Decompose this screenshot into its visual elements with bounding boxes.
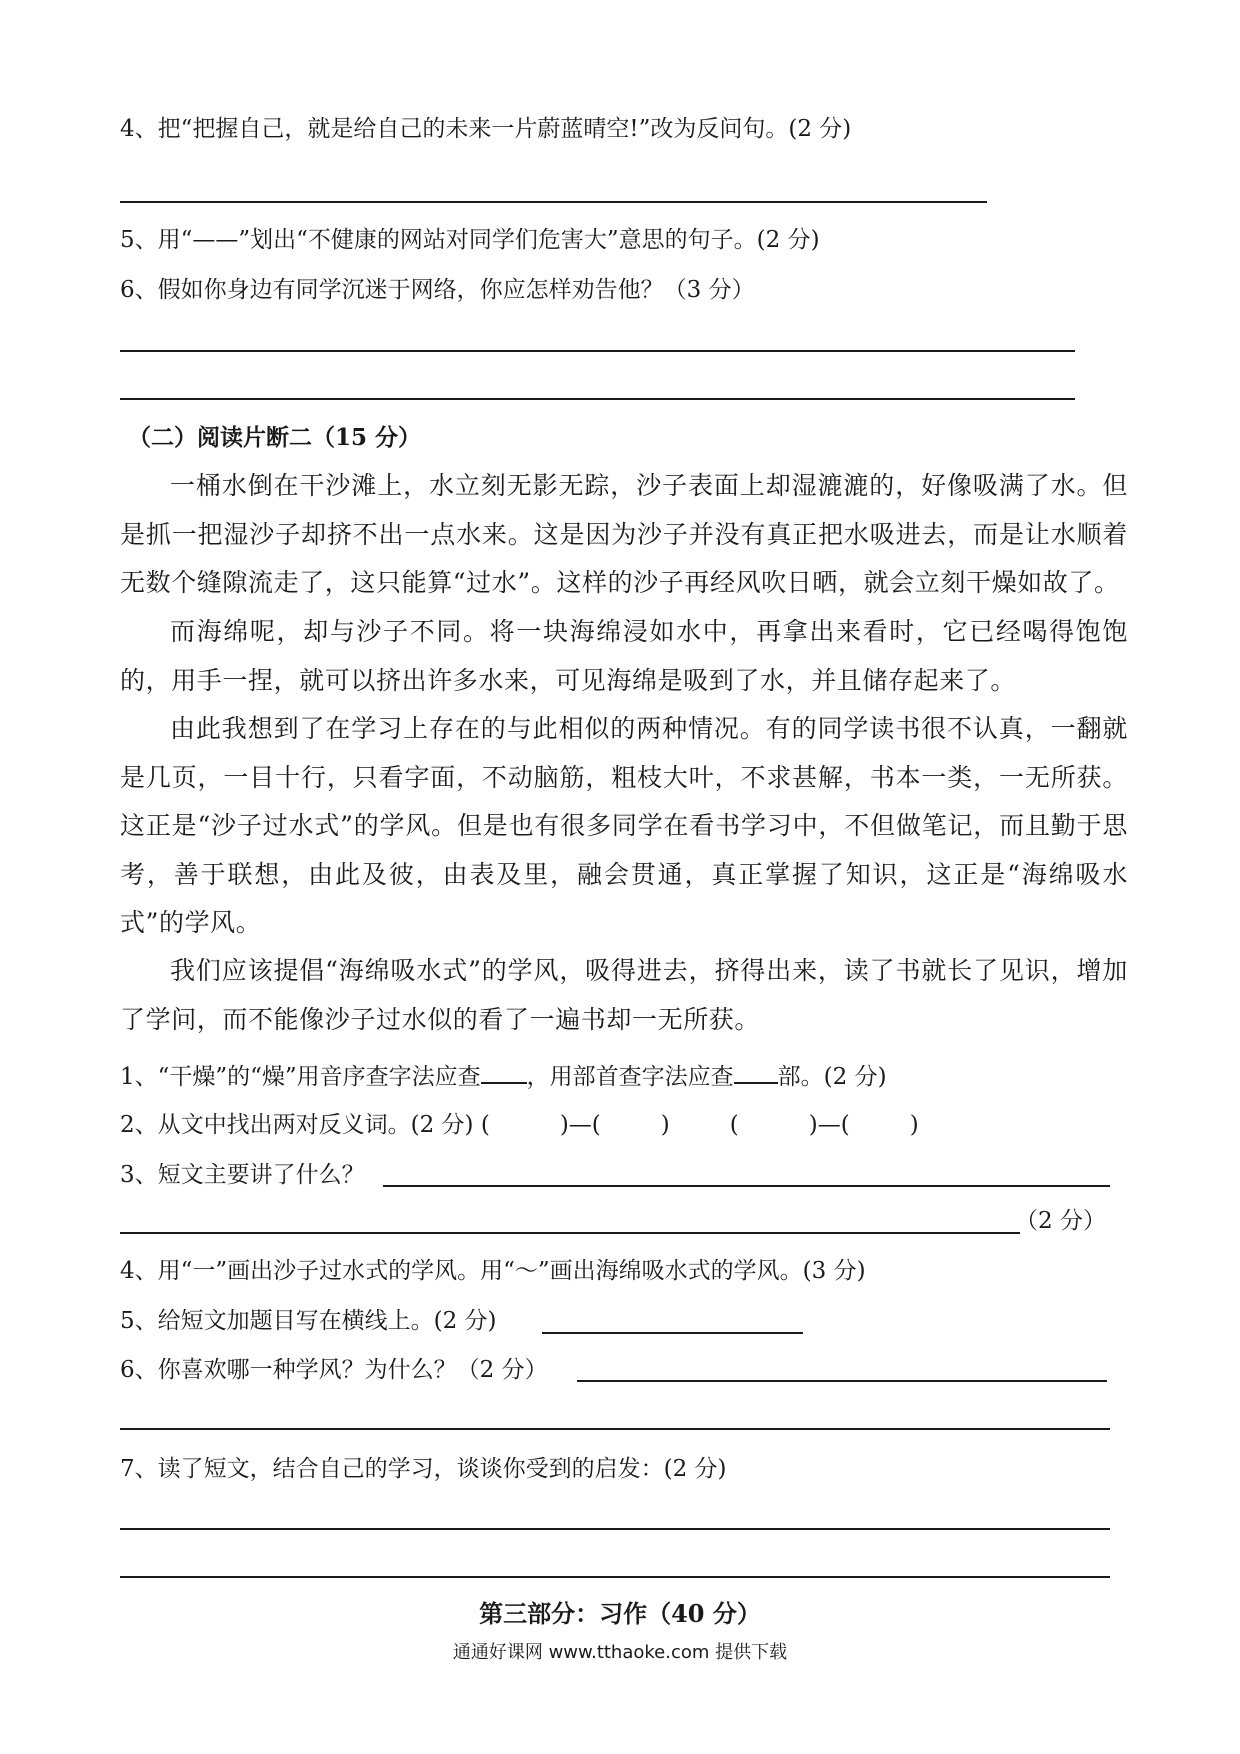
answer-line[interactable] — [383, 1185, 1110, 1187]
question-3-main-idea: 3、短文主要讲了什么？ — [120, 1162, 365, 1188]
question-6-preference: 6、你喜欢哪一种学风？为什么？（2 分） — [120, 1357, 548, 1383]
answer-blank[interactable] — [734, 1060, 778, 1084]
page-footer: 通通好课网 www.tthaoke.com 提供下载 — [452, 1642, 788, 1663]
section-3-title: 第三部分：习作（40 分） — [479, 1599, 761, 1628]
answer-line[interactable] — [120, 201, 987, 203]
passage-paragraph-3: 由此我想到了在学习上存在的与此相似的两种情况。有的同学读书很不认真，一翻就是几页，一目十行，只看字面，不动脑筋，粗枝大叶，不求甚解，书本一类，一无所获。这正是“沙子过水式”的学风。但是也有很多同学在看书学习中，不但做笔记，而且勤于思考，善于联想，由此及彼，由表及里，融会贯通，真正掌握了知识，这正是“海绵吸水式”的学风。 — [120, 714, 1128, 937]
question-2-antonyms: 2、从文中找出两对反义词。(2 分) ( )—( ) ( )—( ) — [120, 1112, 919, 1138]
question-5-underline: 5、用“——”划出“不健康的网站对同学们危害大”意思的句子。(2 分) — [120, 227, 820, 253]
question-7-inspiration: 7、读了短文，结合自己的学习，谈谈你受到的启发：(2 分) — [120, 1456, 727, 1482]
answer-line[interactable] — [542, 1332, 803, 1334]
answer-line[interactable] — [120, 1428, 1110, 1430]
question-4-rewrite: 4、把“把握自己，就是给自己的未来一片蔚蓝晴空!”改为反问句。(2 分) — [120, 116, 852, 142]
question-4-mark-styles: 4、用“一”画出沙子过水式的学风。用“～”画出海绵吸水式的学风。(3 分) — [120, 1258, 866, 1284]
question-6-advice: 6、假如你身边有同学沉迷于网络，你应怎样劝告他？（3 分） — [120, 277, 755, 303]
answer-line[interactable] — [120, 1528, 1110, 1530]
answer-blank[interactable] — [481, 1060, 527, 1084]
answer-line[interactable] — [577, 1380, 1107, 1382]
question-5-title: 5、给短文加题目写在横线上。(2 分) — [120, 1308, 497, 1334]
answer-line[interactable] — [120, 1576, 1110, 1578]
section-2-heading: （二）阅读片断二（15 分） — [128, 424, 422, 451]
answer-line[interactable] — [120, 350, 1075, 352]
answer-line[interactable] — [120, 398, 1075, 400]
question-1-lookup: 1、“干燥”的“燥”用音序查字法应查 ，用部首查字法应查 部。(2 分) — [120, 1060, 887, 1092]
passage-paragraph-2: 而海绵呢，却与沙子不同。将一块海绵浸如水中，再拿出来看时，它已经喝得饱饱的，用手一捏，就可以挤出许多水来，可见海绵是吸到了水，并且储存起来了。 — [120, 617, 1128, 695]
answer-line[interactable] — [120, 1232, 1020, 1234]
passage-paragraph-1: 一桶水倒在干沙滩上，水立刻无影无踪，沙子表面上却湿漉漉的，好像吸满了水。但是抓一把湿沙子却挤不出一点水来。这是因为沙子并没有真正把水吸进去，而是让水顺着无数个缝隙流走了，这只能算“过水”。这样的沙子再经风吹日晒，就会立刻干燥如故了。 — [120, 471, 1128, 597]
passage-paragraph-4: 我们应该提倡“海绵吸水式”的学风，吸得进去，挤得出来，读了书就长了见识，增加了学问，而不能像沙子过水似的看了一遍书却一无所获。 — [120, 956, 1128, 1034]
question-3-score: （2 分） — [1015, 1208, 1106, 1234]
